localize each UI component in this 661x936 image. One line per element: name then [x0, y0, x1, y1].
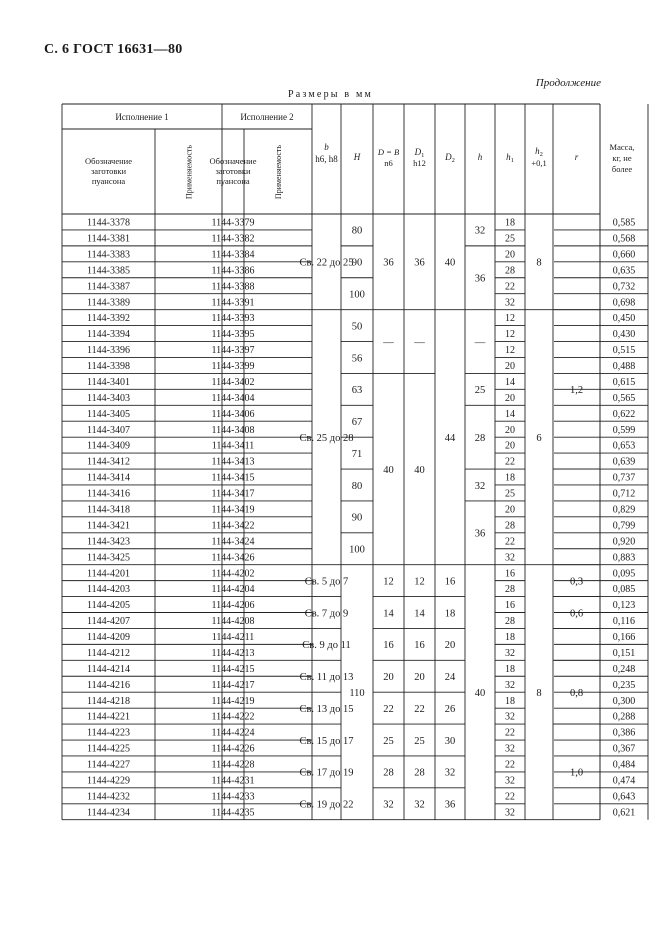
header-applicability-2: Применяемость [274, 144, 283, 200]
designation-v2-cell: 1144-3393 [211, 313, 255, 325]
r-cell: 0,8 [569, 688, 584, 699]
mass-cell: 0,367 [612, 743, 636, 755]
b-cell: Св. 11 до 13 [299, 672, 354, 684]
designation-v1-cell: 1144-3421 [87, 520, 130, 532]
designation-v1-cell: 1144-3381 [87, 233, 130, 245]
r-cell: 1,0 [569, 767, 584, 779]
mass-cell: 0,484 [612, 759, 636, 771]
designation-v1-cell: 1144-3407 [87, 424, 130, 436]
designation-v2-cell: 1144-3402 [211, 376, 255, 388]
D-cell: 22 [383, 703, 394, 715]
designation-v1-cell: 1144-3425 [87, 552, 130, 564]
designation-v2-cell: 1144-3388 [211, 281, 255, 293]
h-cell: 32 [474, 225, 486, 237]
h-cell: 36 [474, 273, 486, 285]
header-H: H [353, 152, 361, 162]
designation-v2-cell: 1144-4211 [211, 632, 255, 644]
header-designation-1: заготовки [90, 166, 127, 176]
h1-cell: 32 [505, 679, 515, 691]
mass-cell: 0,430 [612, 329, 636, 341]
header-h1: $h_1$ [506, 152, 514, 164]
designation-v2-cell: 1144-4235 [211, 807, 255, 819]
mass-cell: 0,585 [612, 217, 636, 229]
designation-v1-cell: 1144-4225 [87, 743, 130, 755]
designation-v1-cell: 1144-3392 [87, 313, 130, 325]
H-cell: 71 [351, 448, 363, 460]
designation-v2-cell: 1144-4217 [211, 679, 255, 691]
b-cell: Св. 22 до 25 [299, 257, 354, 269]
h1-cell: 22 [505, 536, 515, 548]
h1-cell: 18 [505, 472, 515, 484]
designation-v2-cell: 1144-4224 [211, 727, 255, 739]
designation-v2-cell: 1144-3417 [211, 488, 255, 500]
h1-cell: 28 [505, 520, 515, 532]
mass-cell: 0,515 [612, 345, 636, 357]
designation-v2-cell: 1144-4231 [211, 775, 255, 787]
designation-v2-cell: 1144-3397 [211, 345, 255, 357]
D2-cell: 18 [444, 608, 456, 620]
D-cell: 14 [383, 608, 394, 620]
h1-cell: 22 [505, 727, 515, 739]
designation-v1-cell: 1144-4223 [87, 727, 130, 739]
b-cell: Св. 9 до 11 [302, 640, 351, 652]
h1-cell: 22 [505, 791, 515, 803]
designation-v2-cell: 1144-4204 [211, 584, 255, 596]
designation-v2-cell: 1144-3391 [211, 297, 255, 309]
header-D: D = B [377, 147, 400, 157]
designation-v1-cell: 1144-4229 [87, 775, 130, 787]
h1-cell: 32 [505, 711, 515, 723]
mass-cell: 0,116 [612, 616, 636, 628]
b-cell: Св. 15 до 17 [299, 735, 354, 747]
header-designation-2: Обозначение [209, 156, 257, 166]
H-cell: 110 [349, 688, 365, 699]
designation-v2-cell: 1144-4213 [211, 647, 255, 659]
designation-v1-cell: 1144-3423 [87, 536, 130, 548]
h1-cell: 18 [505, 695, 515, 707]
h1-cell: 32 [505, 743, 515, 755]
designation-v1-cell: 1144-3405 [87, 408, 130, 420]
designation-v1-cell: 1144-4221 [87, 711, 130, 723]
h1-cell: 20 [505, 392, 515, 404]
b-cell: Св. 25 до 28 [299, 432, 354, 444]
mass-cell: 0,599 [612, 424, 636, 436]
header-r: r [574, 152, 579, 162]
h-cell: 28 [474, 432, 486, 444]
h-cell: 40 [474, 688, 486, 699]
header-b: b [324, 142, 329, 152]
H-cell: 67 [351, 417, 363, 429]
h1-cell: 12 [505, 345, 515, 357]
designation-v1-cell: 1144-4205 [87, 600, 130, 612]
designation-v2-cell: 1144-4206 [211, 600, 255, 612]
mass-cell: 0,622 [612, 408, 636, 420]
D2-cell: 16 [444, 576, 456, 588]
mass-cell: 0,639 [612, 456, 636, 468]
D1-cell: — [414, 337, 425, 349]
h1-cell: 32 [505, 807, 515, 819]
designation-v2-cell: 1144-3415 [211, 472, 255, 484]
h1-cell: 16 [505, 568, 515, 580]
h1-cell: 25 [505, 488, 515, 500]
h1-cell: 14 [505, 376, 515, 388]
D2-cell: 26 [444, 703, 456, 715]
designation-v1-cell: 1144-4201 [87, 568, 130, 580]
designation-v1-cell: 1144-3396 [87, 345, 130, 357]
mass-cell: 0,474 [612, 775, 636, 787]
designation-v2-cell: 1144-3406 [211, 408, 255, 420]
designation-v1-cell: 1144-4214 [87, 663, 130, 675]
mass-cell: 0,450 [612, 313, 636, 325]
mass-cell: 0,123 [612, 600, 636, 612]
designation-v1-cell: 1144-3416 [87, 488, 130, 500]
h1-cell: 25 [505, 233, 515, 245]
header-mass: Масса, [609, 142, 635, 152]
designation-v1-cell: 1144-3403 [87, 392, 130, 404]
D2-cell: 44 [444, 432, 456, 444]
mass-cell: 0,698 [612, 297, 636, 309]
mass-cell: 0,288 [612, 711, 636, 723]
mass-cell: 0,568 [612, 233, 636, 245]
D1-cell: 36 [414, 257, 425, 269]
mass-cell: 0,488 [612, 361, 636, 373]
h1-cell: 32 [505, 775, 515, 787]
header-variant-2: Исполнение 2 [240, 112, 294, 122]
mass-cell: 0,643 [612, 791, 636, 803]
D1-cell: 12 [414, 576, 425, 588]
h-cell: 32 [474, 480, 486, 492]
dimensions-caption: Размеры в мм [288, 89, 374, 100]
designation-v1-cell: 1144-4216 [87, 679, 130, 691]
D2-cell: 30 [444, 735, 456, 747]
H-cell: 63 [351, 385, 363, 397]
designation-v2-cell: 1144-3411 [211, 440, 255, 452]
D-cell: 20 [383, 672, 394, 684]
mass-cell: 0,799 [612, 520, 636, 532]
b-cell: Св. 17 до 19 [299, 767, 354, 779]
h1-cell: 12 [505, 329, 515, 341]
h1-cell: 32 [505, 297, 515, 309]
header-D2: $D_2$ [445, 152, 455, 164]
mass-cell: 0,151 [612, 647, 636, 659]
mass-cell: 0,829 [612, 504, 636, 516]
D1-cell: 25 [414, 735, 425, 747]
mass-cell: 0,565 [612, 392, 636, 404]
header-mass: кг, не [612, 153, 632, 163]
designation-v2-cell: 1144-4202 [211, 568, 255, 580]
D1-cell: 32 [414, 799, 425, 811]
mass-cell: 0,248 [612, 663, 636, 675]
designation-v2-cell: 1144-3413 [211, 456, 255, 468]
designation-v1-cell: 1144-3383 [87, 249, 130, 261]
mass-cell: 0,635 [612, 265, 636, 277]
H-cell: 56 [351, 353, 363, 365]
D-cell: 40 [383, 464, 394, 476]
designation-v1-cell: 1144-3387 [87, 281, 130, 293]
h2-cell: 8 [536, 257, 542, 269]
h1-cell: 22 [505, 759, 515, 771]
header-mass: более [611, 164, 633, 174]
D-cell: 32 [383, 799, 394, 811]
header-D1-tolerance: h12 [413, 158, 426, 168]
designation-v2-cell: 1144-4208 [211, 616, 255, 628]
D-cell: 16 [383, 640, 394, 652]
h1-cell: 32 [505, 552, 515, 564]
D1-cell: 22 [414, 703, 425, 715]
mass-cell: 0,920 [612, 536, 636, 548]
designation-v1-cell: 1144-3401 [87, 376, 130, 388]
mass-cell: 0,883 [612, 552, 636, 564]
mass-cell: 0,621 [612, 807, 636, 819]
h-cell: — [474, 337, 486, 349]
header-designation-1: пуансона [91, 176, 126, 186]
b-cell: Св. 19 до 22 [299, 799, 354, 811]
header-designation-2: пуансона [216, 176, 250, 186]
r-cell: 0,6 [569, 608, 584, 620]
h1-cell: 20 [505, 249, 515, 261]
designation-v2-cell: 1144-4233 [211, 791, 255, 803]
h1-cell: 16 [505, 600, 515, 612]
D1-cell: 16 [414, 640, 425, 652]
h1-cell: 20 [505, 504, 515, 516]
D-cell: 12 [383, 576, 394, 588]
H-cell: 100 [349, 544, 365, 556]
h1-cell: 28 [505, 616, 515, 628]
mass-cell: 0,095 [612, 568, 636, 580]
header-designation-2: заготовки [215, 166, 251, 176]
H-cell: 100 [349, 289, 365, 301]
header-D-tolerance: n6 [384, 158, 393, 168]
designation-v2-cell: 1144-4226 [211, 743, 255, 755]
h1-cell: 20 [505, 424, 515, 436]
h-cell: 36 [474, 528, 486, 540]
mass-cell: 0,732 [612, 281, 636, 293]
h1-cell: 32 [505, 647, 515, 659]
header-b-tolerance: h6, h8 [315, 154, 338, 164]
designation-v1-cell: 1144-4234 [87, 807, 130, 819]
h1-cell: 18 [505, 217, 515, 229]
header-variant-1: Исполнение 1 [115, 112, 169, 122]
designation-v2-cell: 1144-3426 [211, 552, 255, 564]
designation-v1-cell: 1144-4232 [87, 791, 130, 803]
header-applicability-1: Применяемость [184, 144, 194, 200]
header-h2: $h_2$ [535, 146, 543, 158]
mass-cell: 0,660 [612, 249, 636, 261]
h1-cell: 28 [505, 584, 515, 596]
designation-v1-cell: 1144-3389 [87, 297, 130, 309]
page-header: С. 6 ГОСТ 16631—80 [44, 42, 183, 57]
designation-v1-cell: 1144-4227 [87, 759, 130, 771]
header-h: h [477, 152, 483, 162]
mass-cell: 0,653 [612, 440, 636, 452]
h1-cell: 20 [505, 361, 515, 373]
H-cell: 90 [351, 257, 363, 269]
h1-cell: 22 [505, 456, 515, 468]
designation-v2-cell: 1144-3404 [211, 392, 255, 404]
designation-v1-cell: 1144-3414 [87, 472, 130, 484]
D2-cell: 40 [444, 257, 456, 269]
designation-v1-cell: 1144-3398 [87, 361, 130, 373]
designation-v2-cell: 1144-3382 [211, 233, 255, 245]
designation-v1-cell: 1144-3418 [87, 504, 130, 516]
h1-cell: 20 [505, 440, 515, 452]
h2-cell: 6 [536, 432, 542, 444]
mass-cell: 0,712 [612, 488, 636, 500]
D-cell: 28 [383, 767, 394, 779]
designation-v1-cell: 1144-4218 [87, 695, 130, 707]
D2-cell: 36 [444, 799, 456, 811]
h1-cell: 14 [505, 408, 515, 420]
designation-v2-cell: 1144-4222 [211, 711, 255, 723]
mass-cell: 0,235 [612, 679, 636, 691]
mass-cell: 0,386 [612, 727, 636, 739]
H-cell: 90 [351, 512, 363, 524]
r-cell: 0,3 [569, 576, 584, 588]
designation-v1-cell: 1144-4209 [87, 632, 130, 644]
D1-cell: 14 [414, 608, 425, 620]
h1-cell: 12 [505, 313, 515, 325]
D1-cell: 20 [414, 672, 425, 684]
designation-v1-cell: 1144-4207 [87, 616, 130, 628]
header-designation-1: Обозначение [85, 156, 132, 166]
designation-v2-cell: 1144-3424 [211, 536, 255, 548]
h2-cell: 8 [536, 688, 542, 699]
mass-cell: 0,085 [612, 584, 636, 596]
designation-v2-cell: 1144-3408 [211, 424, 255, 436]
D2-cell: 24 [444, 672, 456, 684]
H-cell: 50 [351, 321, 363, 333]
H-cell: 80 [351, 225, 363, 237]
designation-v2-cell: 1144-3384 [211, 249, 255, 261]
r-cell: 1,2 [569, 385, 584, 397]
designation-v1-cell: 1144-3394 [87, 329, 130, 341]
designation-v2-cell: 1144-3386 [211, 265, 255, 277]
designation-v1-cell: 1144-3378 [87, 217, 130, 229]
D2-cell: 32 [444, 767, 456, 779]
designation-v2-cell: 1144-4228 [211, 759, 255, 771]
mass-cell: 0,300 [612, 695, 636, 707]
h1-cell: 28 [505, 265, 515, 277]
mass-cell: 0,737 [612, 472, 636, 484]
D-cell: 36 [383, 257, 394, 269]
designation-v2-cell: 1144-4215 [211, 663, 255, 675]
designation-v2-cell: 1144-3399 [211, 361, 255, 373]
h1-cell: 18 [505, 663, 515, 675]
designation-v2-cell: 1144-3419 [211, 504, 255, 516]
D2-cell: 20 [444, 640, 456, 652]
designation-v1-cell: 1144-3385 [87, 265, 130, 277]
designation-v1-cell: 1144-3412 [87, 456, 130, 468]
h-cell: 25 [474, 385, 486, 397]
continuation-label: Продолжение [535, 77, 601, 89]
designation-v2-cell: 1144-3395 [211, 329, 255, 341]
h1-cell: 22 [505, 281, 515, 293]
D-cell: — [383, 337, 394, 349]
b-cell: Св. 5 до 7 [304, 576, 349, 588]
D1-cell: 40 [414, 464, 425, 476]
designation-v2-cell: 1144-4219 [211, 695, 255, 707]
designation-v1-cell: 1144-4203 [87, 584, 130, 596]
b-cell: Св. 7 до 9 [304, 608, 349, 620]
designation-v2-cell: 1144-3379 [211, 217, 255, 229]
b-cell: Св. 13 до 15 [299, 703, 354, 715]
header-D1: $D_1$ [414, 147, 425, 159]
header-h2-tolerance: +0,1 [531, 158, 547, 168]
designation-v1-cell: 1144-3409 [87, 440, 130, 452]
D1-cell: 28 [414, 767, 425, 779]
mass-cell: 0,166 [612, 632, 636, 644]
D-cell: 25 [383, 735, 394, 747]
designation-v2-cell: 1144-3422 [211, 520, 255, 532]
h1-cell: 18 [505, 632, 515, 644]
mass-cell: 0,615 [612, 376, 636, 388]
designation-v1-cell: 1144-4212 [87, 647, 130, 659]
H-cell: 80 [351, 480, 363, 492]
